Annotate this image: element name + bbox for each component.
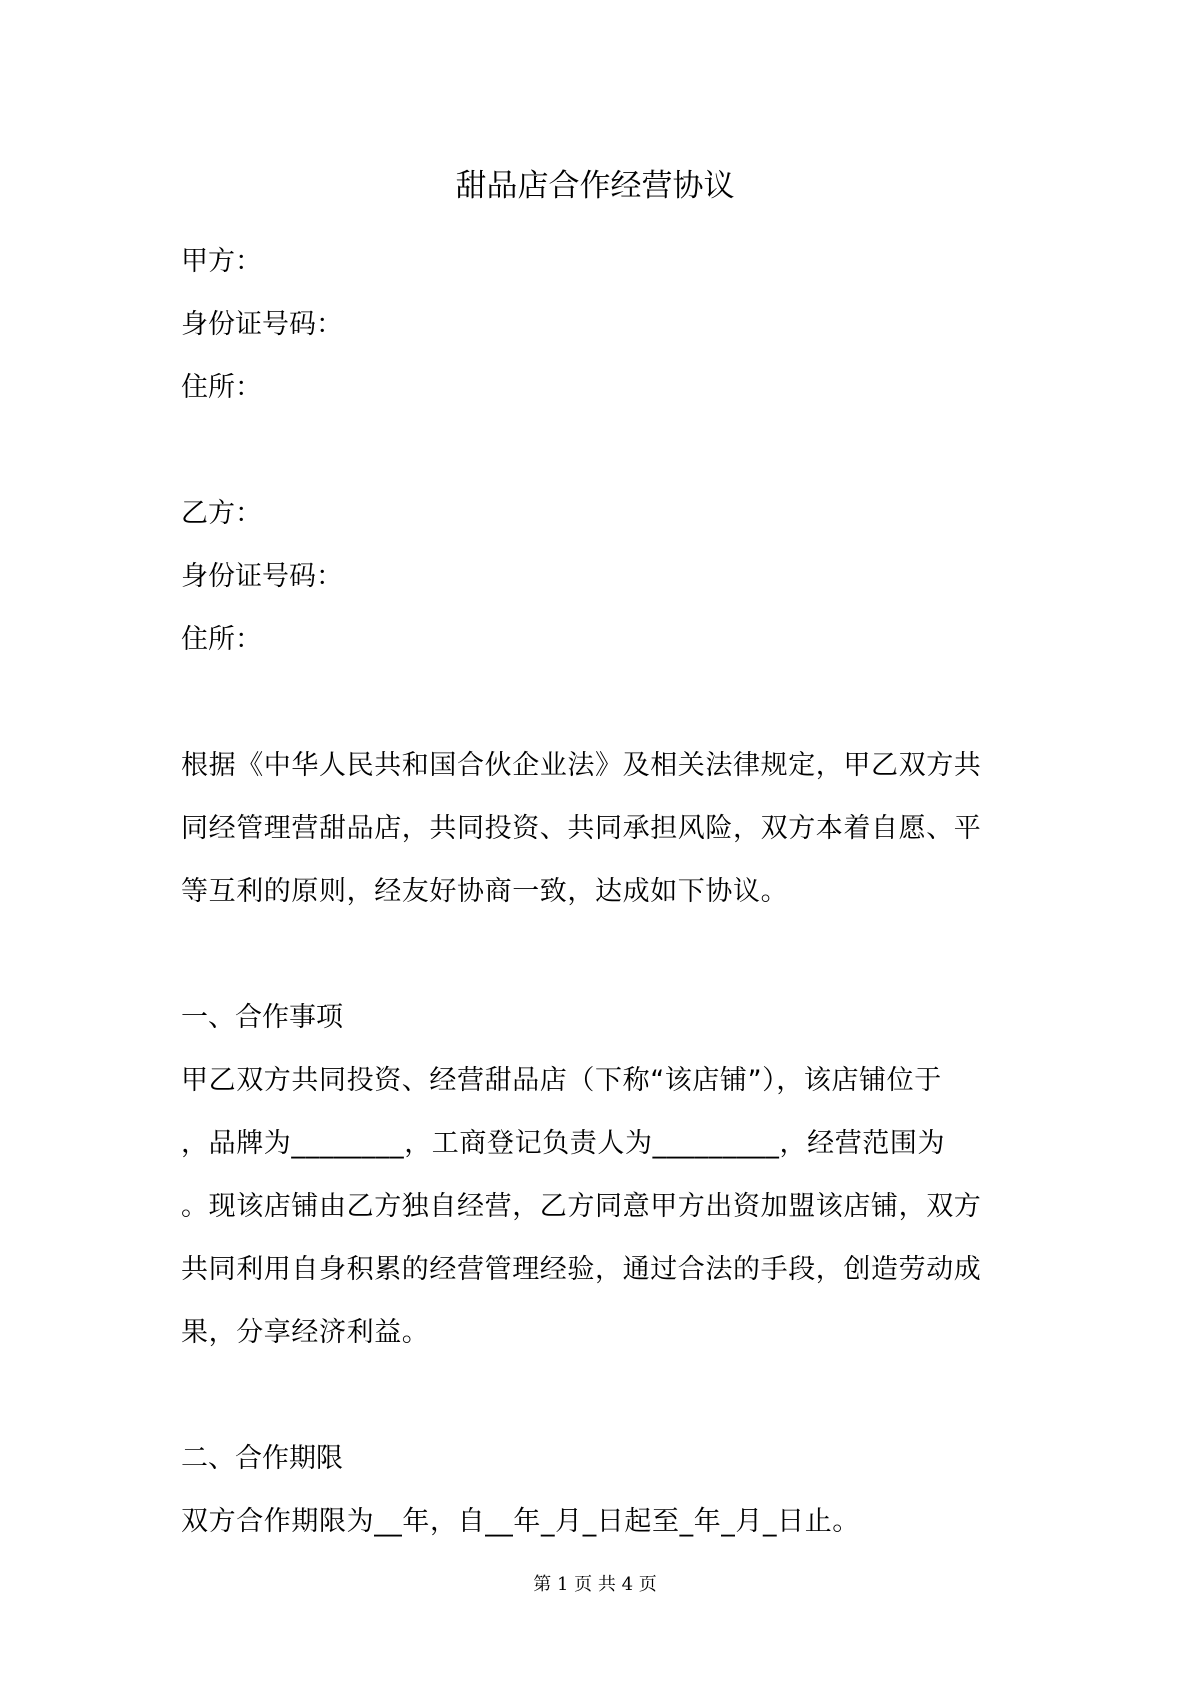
section-heading-cooperation-matters: 一、合作事项 [181, 1002, 343, 1033]
paragraph-line: 同经管理营甜品店，共同投资、共同承担风险，双方本着自愿、平 [181, 813, 982, 844]
party-a-address-label: 住所： [181, 372, 262, 403]
paragraph-line: 。现该店铺由乙方独自经营，乙方同意甲方出资加盟该店铺，双方 [181, 1191, 982, 1222]
party-b-id-label: 身份证号码： [181, 561, 343, 592]
document-body [181, 230, 1011, 1553]
document-title: 甜品店合作经营协议 [455, 168, 735, 204]
paragraph-line: 甲乙双方共同投资、经营甜品店（下称“该店铺”），该店铺位于 [181, 1065, 942, 1096]
party-a-name-label: 甲方： [181, 246, 262, 277]
spacer [181, 1364, 1011, 1427]
paragraph-line: 果，分享经济利益。 [181, 1317, 430, 1348]
page-number-footer: 第 1 页 共 4 页 [533, 1574, 657, 1595]
paragraph-line: 等互利的原则，经友好协商一致，达成如下协议。 [181, 876, 789, 907]
spacer [181, 419, 1011, 482]
section-heading-cooperation-term: 二、合作期限 [181, 1443, 343, 1474]
section2-paragraph [181, 1490, 1011, 1553]
party-b-name-label: 乙方： [181, 498, 262, 529]
paragraph-line: ，品牌为________，工商登记负责人为_________，经营范围为 [181, 1128, 946, 1159]
section1-paragraph [181, 1049, 1011, 1364]
party-b-address-label: 住所： [181, 624, 262, 655]
preamble-paragraph [181, 734, 1011, 923]
paragraph-line: 双方合作期限为__年，自__年_月_日起至_年_月_日止。 [181, 1506, 860, 1537]
spacer [181, 923, 1011, 986]
paragraph-line: 共同利用自身积累的经营管理经验，通过合法的手段，创造劳动成 [181, 1254, 982, 1285]
paragraph-line: 根据《中华人民共和国合伙企业法》及相关法律规定，甲乙双方共 [181, 750, 982, 781]
spacer [181, 671, 1011, 734]
party-a-id-label: 身份证号码： [181, 309, 343, 340]
